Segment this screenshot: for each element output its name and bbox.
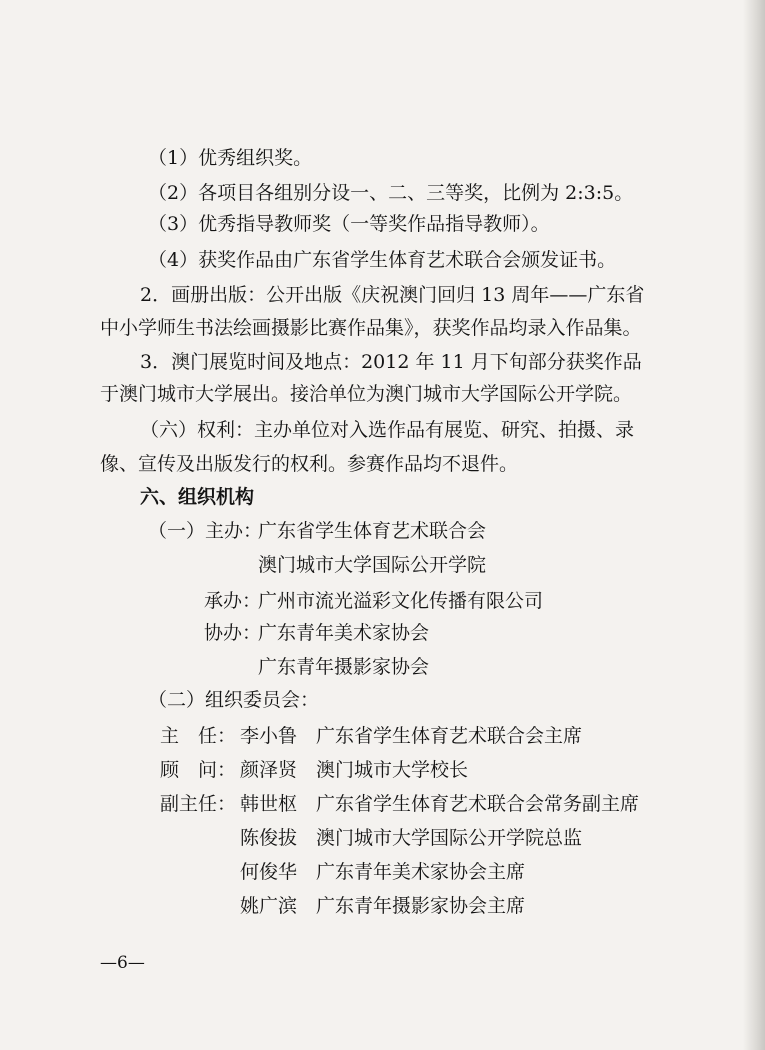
host-1: 广东省学生体育艺术联合会 <box>258 520 487 542</box>
page-number: —6— <box>100 953 145 973</box>
publication-line-2: 中小学师生书法绘画摄影比赛作品集》，获奖作品均录入作品集。 <box>100 317 642 339</box>
page-edge-shadow <box>743 0 765 1050</box>
committee-title: 广东青年摄影家协会主席 <box>316 895 526 917</box>
committee-title: 广东省学生体育艺术联合会主席 <box>316 725 583 747</box>
committee-title: 广东省学生体育艺术联合会常务副主席 <box>316 793 640 815</box>
exhibition-line-2: 于澳门城市大学展出。接洽单位为澳门城市大学国际公开学院。 <box>100 383 633 405</box>
committee-name: 姚广滨 <box>240 895 298 917</box>
committee-title: 澳门城市大学校长 <box>316 759 469 781</box>
award-item-2: （2）各项目各组别分设一、二、三等奖，比例为 2:3:5。 <box>148 182 634 204</box>
rights-line-1: （六）权利：主办单位对入选作品有展览、研究、拍摄、录 <box>140 419 635 441</box>
committee-name: 陈俊拔 <box>240 827 298 849</box>
committee-name: 颜泽贤 <box>240 759 298 781</box>
publication-line-1: 2．画册出版：公开出版《庆祝澳门回归 13 周年——广东省 <box>140 284 645 306</box>
committee-name: 李小鲁 <box>240 725 298 747</box>
section-heading: 六、组织机构 <box>140 486 255 508</box>
committee-role: 副主任： <box>160 793 237 815</box>
committee-label: （二）组织委员会： <box>148 689 320 711</box>
award-item-4: （4）获奖作品由广东省学生体育艺术联合会颁发证书。 <box>148 249 617 271</box>
assist-label: 协办： <box>204 622 262 644</box>
award-item-3: （3）优秀指导教师奖（一等奖作品指导教师）。 <box>148 213 550 235</box>
undertaker-label: 承办： <box>204 590 262 612</box>
host-label: （一）主办： <box>148 520 263 542</box>
committee-role: 主 任： <box>160 725 237 747</box>
committee-title: 澳门城市大学国际公开学院总监 <box>316 827 583 849</box>
host-2: 澳门城市大学国际公开学院 <box>258 554 487 576</box>
assist-2: 广东青年摄影家协会 <box>258 656 430 678</box>
committee-role: 顾 问： <box>160 759 237 781</box>
committee-title: 广东青年美术家协会主席 <box>316 861 526 883</box>
rights-line-2: 像、宣传及出版发行的权利。参赛作品均不退件。 <box>100 453 519 475</box>
assist-1: 广东青年美术家协会 <box>258 622 430 644</box>
award-item-1: （1）优秀组织奖。 <box>148 147 313 169</box>
exhibition-line-1: 3．澳门展览时间及地点：2012 年 11 月下旬部分获奖作品 <box>140 351 642 373</box>
committee-name: 何俊华 <box>240 861 298 883</box>
committee-name: 韩世枢 <box>240 793 298 815</box>
undertaker: 广州市流光溢彩文化传播有限公司 <box>258 590 544 612</box>
